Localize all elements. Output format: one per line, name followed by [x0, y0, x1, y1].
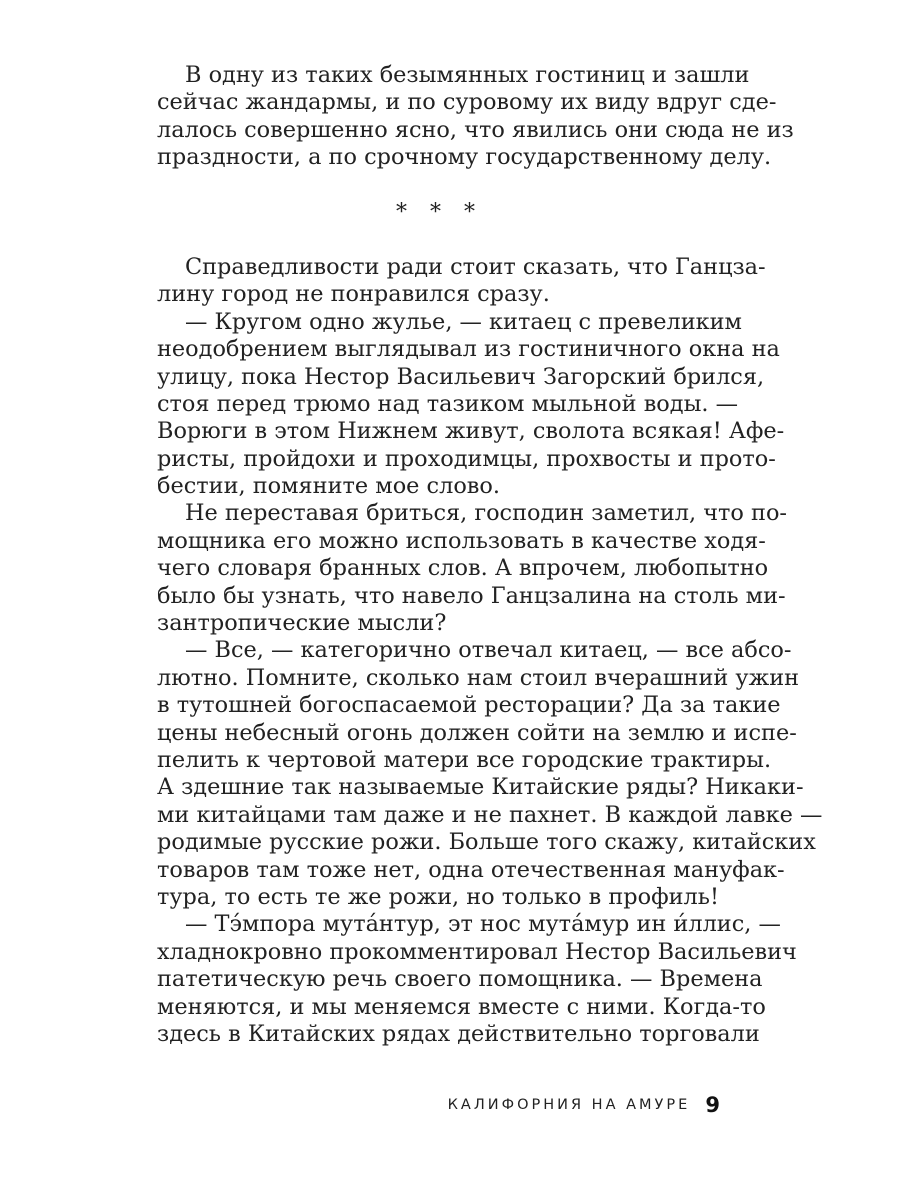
- page-number: 9: [705, 1093, 720, 1117]
- text-line: сейчас жандармы, и по суровому их виду вдруг сде-: [157, 89, 777, 116]
- page-body: [157, 62, 823, 1048]
- text-line: цены небесный огонь должен сойти на землю и испе-: [157, 719, 797, 746]
- text-line: меняются, и мы меняемся вместе с ними. Когда-то: [157, 993, 766, 1020]
- text-line: пелить к чертовой матери все городские трактиры.: [157, 746, 772, 773]
- text-line: хладнокровно прокомментировал Нестор Васильевич: [157, 938, 797, 965]
- text-line: — Кругом одно жулье, — китаец с превеликим: [185, 308, 742, 335]
- text-line: родимые русские рожи. Больше того скажу, китайских: [157, 829, 816, 856]
- text-line: улицу, пока Нестор Васильевич Загорский брился,: [157, 363, 765, 390]
- text-line: праздности, а по срочному государственному делу.: [157, 144, 772, 171]
- text-line: лину город не понравился сразу.: [157, 281, 550, 308]
- text-line: тура, то есть те же рожи, но только в профиль!: [157, 883, 719, 910]
- text-line: Справедливости ради стоит сказать, что Ганцза-: [185, 253, 766, 280]
- text-line: ристы, пройдохи и проходимцы, прохвосты и прото-: [157, 445, 776, 472]
- text-line: было бы узнать, что навело Ганцзалина на столь ми-: [157, 582, 786, 609]
- running-footer: [380, 1093, 720, 1117]
- paragraph: [157, 500, 787, 637]
- text-line: зантропические мысли?: [157, 610, 447, 637]
- paragraph: [157, 911, 797, 1048]
- text-line: патетическую речь своего помощника. — Времена: [157, 966, 763, 993]
- text-line: В одну из таких безымянных гостиниц и зашли: [185, 62, 750, 88]
- text-line: бестии, помяните мое слово.: [157, 473, 500, 500]
- paragraphs-after-break: [157, 253, 823, 1048]
- paragraph: [157, 308, 785, 501]
- paragraph: [157, 637, 823, 911]
- text-line: неодобрением выглядывал из гостиничного окна на: [157, 336, 780, 363]
- section-break: * * *: [396, 199, 483, 225]
- text-line: А здешние так называемые Китайские ряды? Никаки-: [157, 774, 804, 801]
- text-line: здесь в Китайских рядах действительно торговали: [157, 1020, 760, 1047]
- paragraphs-before-break: [157, 62, 794, 172]
- paragraph: [157, 253, 766, 309]
- text-line: ми китайцами там даже и не пахнет. В каждой лавке —: [157, 801, 823, 828]
- paragraph: [157, 62, 794, 172]
- text-line: чего словаря бранных слов. А впрочем, любопытно: [157, 555, 769, 582]
- text-line: Ворюги в этом Нижнем живут, сволота всякая! Афе-: [157, 418, 785, 445]
- text-line: стоя перед трюмо над тазиком мыльной воды. —: [157, 390, 739, 417]
- running-title: КАЛИФОРНИЯ НА АМУРЕ: [447, 1097, 691, 1113]
- text-line: в тутошней богоспасаемой ресторации? Да за такие: [157, 692, 781, 719]
- text-line: Не переставая бриться, господин заметил, что по-: [185, 500, 787, 527]
- text-line: мощника его можно использовать в качестве ходя-: [157, 527, 766, 554]
- text-line: — Тэ́мпора мута́нтур, эт нос мута́мур ин и́ллис, —: [185, 911, 781, 938]
- text-line: лютно. Помните, сколько нам стоил вчерашний ужин: [157, 664, 800, 691]
- text-line: лалось совершенно ясно, что явились они сюда не из: [157, 116, 794, 143]
- text-line: товаров там тоже нет, одна отечественная мануфак-: [157, 856, 785, 883]
- text-line: — Все, — категорично отвечал китаец, — все абсо-: [185, 637, 792, 664]
